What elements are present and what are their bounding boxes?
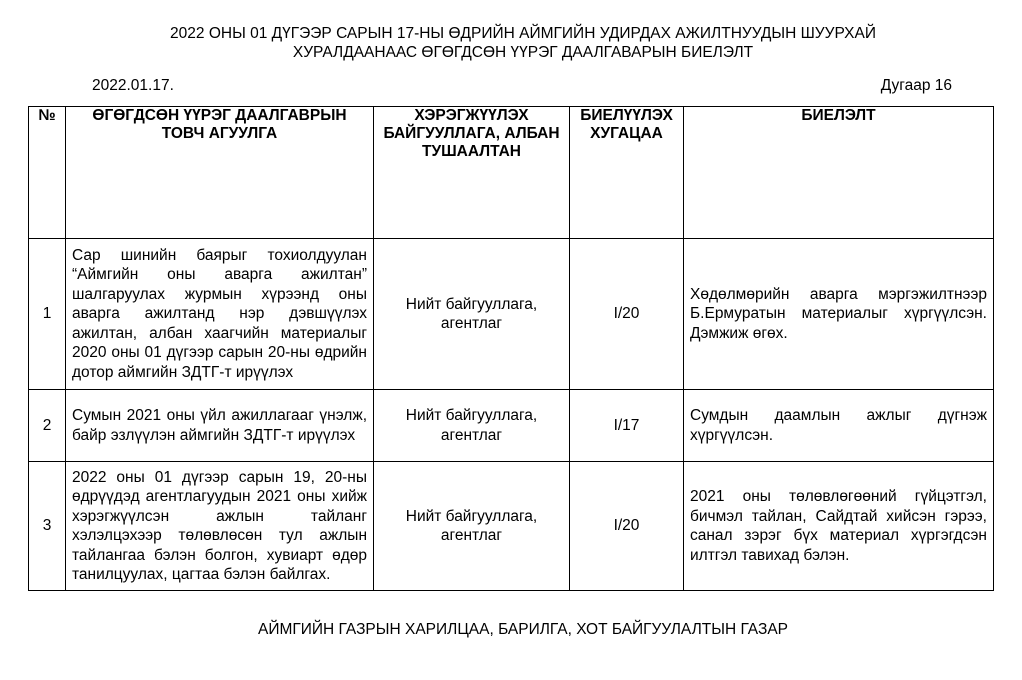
row-number: 3 <box>29 462 66 591</box>
title-line-2: ХУРАЛДААНААС ӨГӨГДСӨН ҮҮРЭГ ДААЛГАВАРЫН БИЕЛЭЛТ <box>292 44 754 61</box>
task-summary: Сар шинийн баярыг тохиолдуулан “Аймгийн оны аварга ажилтан” шалгаруулах журмын хүрээнд оны аварга ажилтанд нэр дэвшүүлэх ажилтан, албан хаагчийн материалыг 2020 оны 01 дүгээр сарын 20-ны өдрийн дотор аймгийн ЗДТГ-т ирүүлэх <box>66 239 374 390</box>
responsible-org: Нийт байгууллага, агентлаг <box>374 462 570 591</box>
document-number: Дугаар 16 <box>880 77 952 94</box>
deadline: I/20 <box>570 239 684 390</box>
table-header-row <box>29 107 994 239</box>
task-summary: 2022 оны 01 дүгээр сарын 19, 20-ны өдрүүдэд агентлагуудын 2021 оны хийж хэрэгжүүлсэн ажлын тайланг хэлэлцэхээр төлөвлөсөн тул ажлын тайлангаа бэлэн болгон, хувиарт өдөр танилцуулах, цагтаа бэлэн байлгах. <box>66 462 374 591</box>
table-row <box>29 462 994 591</box>
deadline: I/17 <box>570 390 684 462</box>
row-number: 1 <box>29 239 66 390</box>
title-line-1: 2022 ОНЫ 01 ДҮГЭЭР САРЫН 17-НЫ ӨДРИЙН АЙМГИЙН УДИРДАХ АЖИЛТНУУДЫН ШУУРХАЙ <box>170 25 876 42</box>
document-date: 2022.01.17. <box>92 77 174 94</box>
completion-status: 2021 оны төлөвлөгөөний гүйцэтгэл, бичмэл тайлан, Сайдтай хийсэн гэрээ, санал зэрэг бүх материал хүргэгдсэн илтгэл тавихад бэлэн. <box>684 462 994 591</box>
completion-status: Сумдын даамлын ажлыг дүгнэж хүргүүлсэн. <box>684 390 994 462</box>
responsible-org: Нийт байгууллага, агентлаг <box>374 239 570 390</box>
column-header-deadline: БИЕЛҮҮЛЭХ ХУГАЦАА <box>570 107 684 239</box>
deadline: I/20 <box>570 462 684 591</box>
responsible-org: Нийт байгууллага, агентлаг <box>374 390 570 462</box>
table-row <box>29 390 994 462</box>
footer-organization: АЙМГИЙН ГАЗРЫН ХАРИЛЦАА, БАРИЛГА, ХОТ БАЙГУУЛАЛТЫН ГАЗАР <box>257 621 789 638</box>
table-row <box>29 239 994 390</box>
document-title <box>0 24 1022 62</box>
task-summary: Сумын 2021 оны үйл ажиллагааг үнэлж, байр эзлүүлэн аймгийн ЗДТГ-т ирүүлэх <box>66 390 374 462</box>
column-header-responsible: ХЭРЭГЖҮҮЛЭХ БАЙГУУЛЛАГА, АЛБАН ТУШААЛТАН <box>374 107 570 239</box>
tasks-table <box>28 106 994 591</box>
column-header-status: БИЕЛЭЛТ <box>684 107 994 239</box>
row-number: 2 <box>29 390 66 462</box>
column-header-no: № <box>29 107 66 239</box>
column-header-summary: ӨГӨГДСӨН ҮҮРЭГ ДААЛГАВРЫН ТОВЧ АГУУЛГА <box>66 107 374 239</box>
completion-status: Хөдөлмөрийн аварга мэргэжилтнээр Б.Ермуратын материалыг хүргүүлсэн. Дэмжиж өгөх. <box>684 239 994 390</box>
